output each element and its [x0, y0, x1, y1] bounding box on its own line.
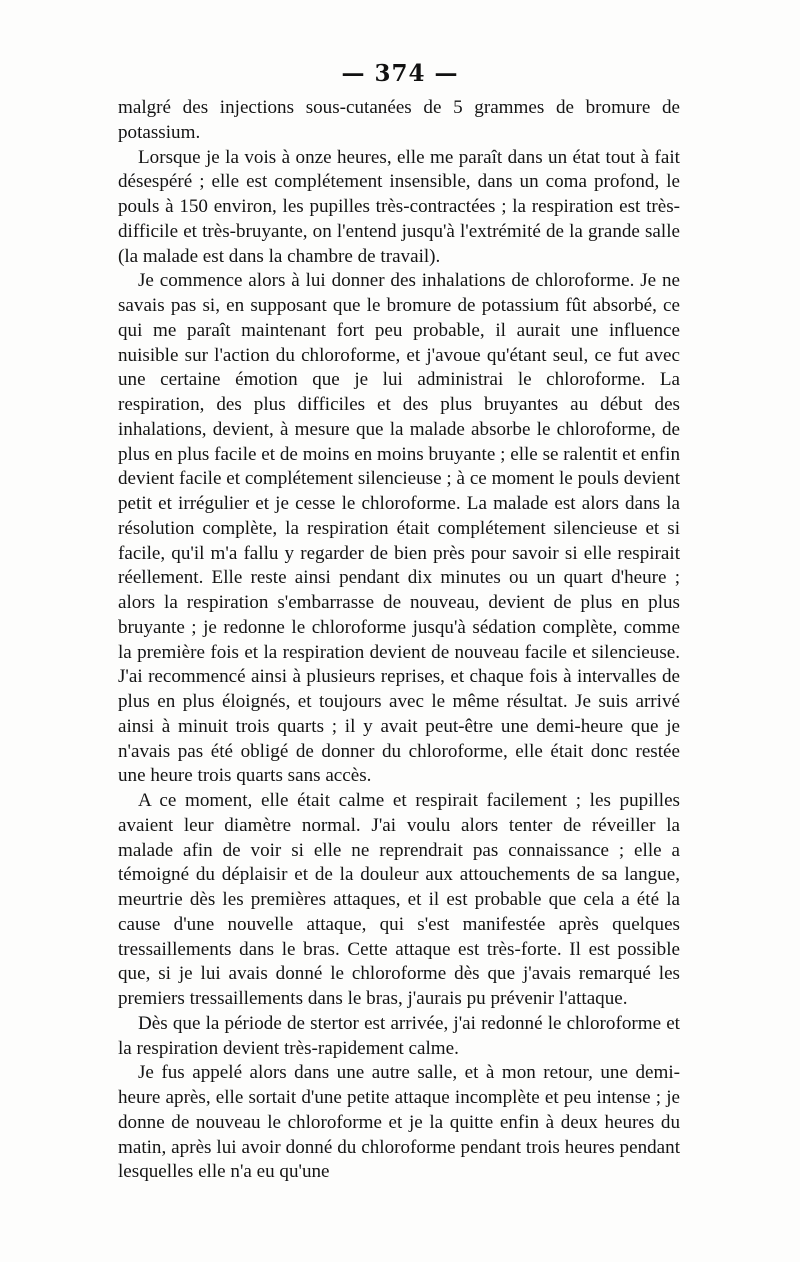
paragraph-4: A ce moment, elle était calme et respirait facilement ; les pupilles avaient leur diamètre normal. J'ai voulu alors tenter de réveiller la malade afin de voir si elle ne reprendrait pas connaissance ; elle a témoigné du déplaisir et de la douleur aux attouchements de sa langue, meurtrie dès les premières attaques, et il est probable que cela a été la cause d'une nouvelle attaque, qui s'est manifestée après quelques tressaillements dans le bras. Cette attaque est très-forte. Il est possible que, si je lui avais donné le chloroforme dès que j'avais remarqué les premiers tressaillements dans le bras, j'aurais pu prévenir l'attaque. — [118, 790, 680, 1009]
page-number: — 374 — — [341, 60, 459, 87]
paragraph-6: Je fus appelé alors dans une autre salle, et à mon retour, une demi-heure après, elle sortait d'une petite attaque incomplète et peu intense ; je donne de nouveau le chloroforme et je la quitte enfin à deux heures du matin, après lui avoir donné du chloroforme pendant trois heures pendant lesquelles elle n'a eu qu'une — [118, 1062, 680, 1183]
paragraph-2: Lorsque je la vois à onze heures, elle me paraît dans un état tout à fait désespéré ; elle est complétement insensible, dans un coma profond, le pouls à 150 environ, les pupilles très-contractées ; la respiration est très-difficile et très-bruyante, on l'entend jusqu'à l'extrémité de la grande salle (la malade est dans la chambre de travail). — [118, 146, 680, 267]
paragraph-1: malgré des injections sous-cutanées de 5 grammes de bromure de potassium. — [118, 97, 680, 143]
paragraph-5: Dès que la période de stertor est arrivée, j'ai redonné le chloroforme et la respiration devient très-rapidement calme. — [118, 1012, 680, 1059]
paragraph-3: Je commence alors à lui donner des inhalations de chloroforme. Je ne savais pas si, en supposant que le bromure de potassium fût absorbé, ce qui me paraît maintenant fort peu probable, il aurait une influence nuisible sur l'action du chloroforme, et j'avoue qu'étant seul, ce fut avec une certaine émotion que je lui administrai le chloroforme. La respiration, des plus difficiles et des plus bruyantes au début des inhalations, devient, à mesure que la malade absorbe le chloroforme, de plus en plus facile et de moins en moins bruyante ; elle se ralentit et enfin devient facile et complétement silencieuse ; à ce moment le pouls devient petit et irrégulier et je cesse le chloroforme. La malade est alors dans la résolution complète, la respiration était complétement silencieuse et si facile, qu'il m'a fallu y regarder de bien près pour savoir si elle respirait réellement. Elle reste ainsi pendant dix minutes ou un quart d'heure ; alors la respiration s'embarrasse de nouveau, devient de plus en plus bruyante ; je redonne le chloroforme jusqu'à sédation complète, comme la première fois et la respiration devient de nouveau facile et silencieuse. J'ai recommencé ainsi à plusieurs reprises, et chaque fois à intervalles de plus en plus éloignés, et toujours avec le même résultat. Je suis arrivé ainsi à minuit trois quarts ; il y avait peut-être une demi-heure que je n'avais pas été obligé de donner du chloroforme, elle était donc restée une heure trois quarts sans accès. — [118, 270, 680, 787]
body-text — [118, 96, 680, 1185]
